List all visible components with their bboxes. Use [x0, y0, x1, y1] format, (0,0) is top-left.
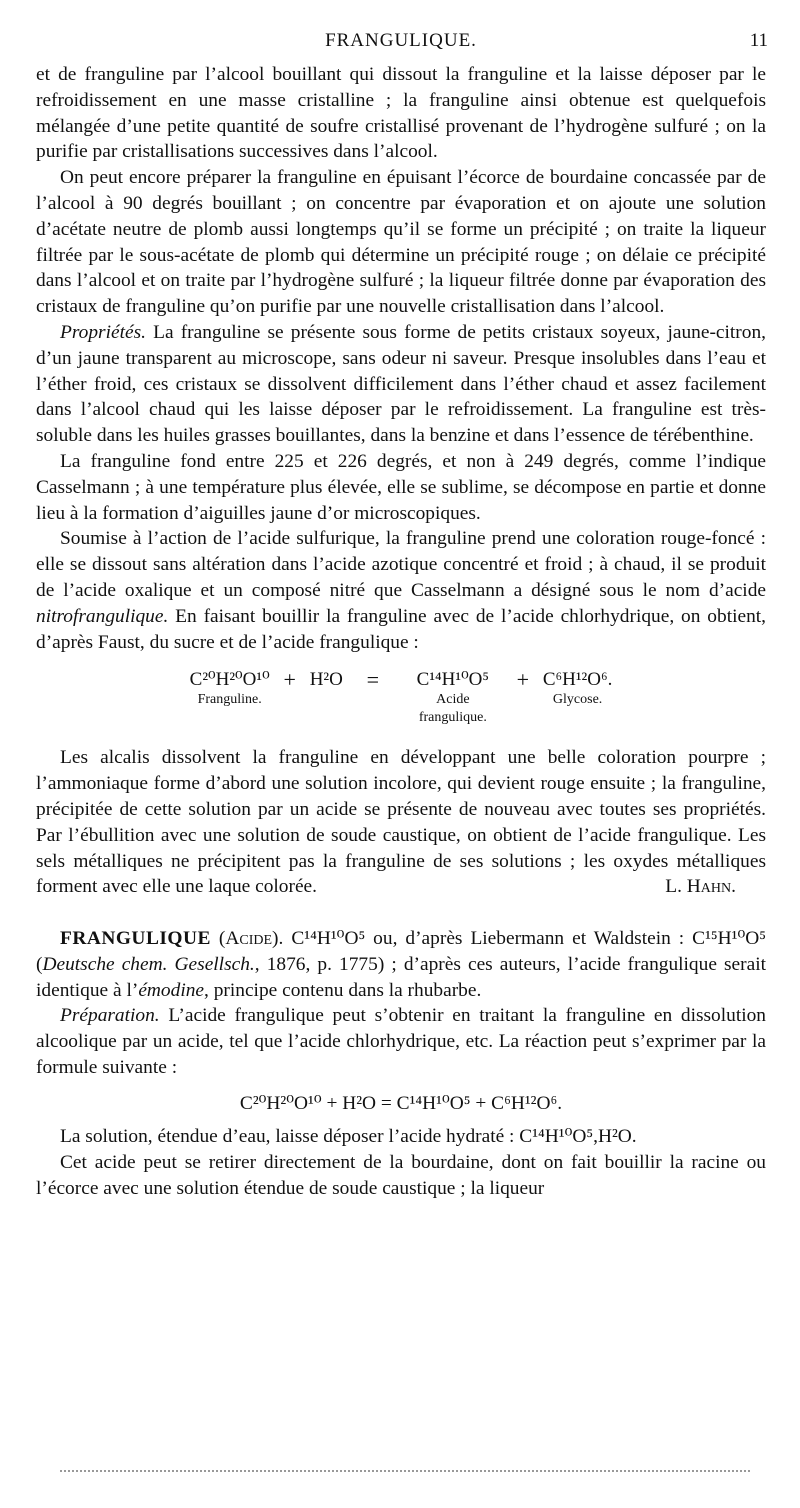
formula-label: Glycose.: [552, 692, 603, 708]
paragraph-9: La solution, étendue d’eau, laisse déposer l’acide hydraté : C¹⁴H¹⁰O⁵,H²O.: [60, 1126, 637, 1148]
paragraph-6: Les alcalis dissolvent la franguline en développant une belle coloration pourpre ; l’ammoniaque forme d’abord une solution incolore, qui devient rouge ensuite ; la franguline, précipitée de cette solution par un acide se présente de nouveau avec toutes ses propriétés. Par l’ébullition avec une solution de soude caustique, on obtient de l’acide frangulique. Les sels métalliques ne précipitent pas la franguline de ses solutions ; les oxydes métalliques forment avec elle une laque colorée.: [36, 747, 766, 898]
entry-headword: FRANGULIQUE: [60, 927, 211, 949]
section-lead-preparation: Préparation.: [60, 1005, 160, 1027]
page-number: 11: [749, 30, 768, 51]
formula-term: C²⁰H²⁰O¹⁰: [189, 669, 270, 691]
entry-text-c: , principe contenu dans la rhubarbe.: [204, 979, 482, 1001]
paragraph-preparation: [36, 1003, 766, 1080]
paragraph-1: et de franguline par l’alcool bouillant qui dissout la franguline et la laisse déposer par le refroidissement en une masse cristalline ; la franguline ainsi obtenue est quelquefois mélangée d’une petite quantité de soufre cristallisé provenant de l’hydrogène sulfuré ; on la purifie par cristallisations successives dans l’alcool.: [36, 64, 766, 163]
section-lead-proprietes: Propriétés.: [60, 321, 146, 343]
author-signature: L. Hahn.: [665, 876, 736, 898]
running-title: FRANGULIQUE.: [325, 30, 477, 51]
entry-emphasis: émodine: [138, 979, 205, 1001]
plus-sign: +: [283, 667, 296, 693]
formula-term: C¹⁴H¹⁰O⁵: [416, 669, 490, 691]
formula-term-glycose: [543, 669, 613, 709]
entry-qualifier: (Acide).: [210, 927, 292, 949]
reaction-equation-1: [36, 669, 766, 727]
footer-rule: [60, 1470, 750, 1474]
paragraph-3: [36, 320, 766, 449]
paragraph-5-text-b: En faisant bouillir la franguline avec de l’acide chlorhydrique, on obtient, d’après Faust, du sucre et de l’acide frangulique :: [36, 605, 766, 653]
body-text: [36, 62, 766, 1202]
entry-text-a: C¹⁴H¹⁰O⁵ ou, d’après Liebermann et Waldstein : C¹⁵H¹⁰O⁵ (: [36, 927, 766, 975]
paragraph-3-text: La franguline se présente sous forme de petits cristaux soyeux, jaune-citron, d’un jaune transparent au microscope, sans odeur ni saveur. Presque insolubles dans l’eau et l’éther froid, ces cristaux se dissolvent difficilement dans l’éther chaud et assez facilement dans l’alcool chaud qui les laisse déposer par le refroidissement. La franguline est très-soluble dans les huiles grasses bouillantes, dans la benzine et dans l’essence de térébenthine.: [36, 321, 766, 447]
paragraph-2: On peut encore préparer la franguline en épuisant l’écorce de bourdaine concassée par de l’alcool à 90 degrés bouillant ; on concentre par évaporation et on ajoute une solution d’acétate neutre de plomb aussi longtemps qu’il se forme un précipité ; on traite la liqueur filtrée par le sous-acétate de plomb qui détermine un précipité rouge ; on délaie ce précipité dans l’alcool et on traite par l’hydrogène sulfuré ; la liqueur filtrée donne par évaporation des cristaux de franguline qu’on purifie par une nouvelle cristallisation dans l’alcool.: [36, 167, 766, 318]
paragraph-4: La franguline fond entre 225 et 226 degrés, et non à 249 degrés, comme l’indique Casselmann ; à une température plus élevée, elle se sublime, se décompose en partie et donne lieu à la formation d’aiguilles jaune d’or microscopiques.: [36, 450, 766, 524]
paragraph-5-text-a: Soumise à l’action de l’acide sulfurique, la franguline prend une coloration rouge-foncé : elle se dissout sans altération dans l’acide azotique concentré et froid ; à chaud, il se produit de l’acide oxalique et un composé nitré que Casselmann a désigné sous le nom d’acide: [36, 528, 766, 601]
paragraph-10: Cet acide peut se retirer directement de la bourdaine, dont on fait bouillir la racine ou l’écorce avec une solution étendue de soude caustique ; la liqueur: [36, 1152, 766, 1200]
formula-label: Acide frangulique.: [418, 692, 487, 726]
entry-text-b: , 1876, p. 1775) ; d’après ces auteurs, l’acide frangulique serait identique à l’: [36, 953, 767, 1001]
plus-sign: +: [516, 667, 530, 693]
document-page: [36, 30, 766, 1202]
formula-term: H²O: [309, 669, 343, 691]
paragraph-preparation-text: L’acide frangulique peut s’obtenir en traitant la franguline en dissolution alcoolique par un acide, tel que l’acide chlorhydrique, etc. La réaction peut s’exprimer par la formule suivante :: [36, 1005, 766, 1078]
page-header: [36, 30, 766, 54]
equals-sign: =: [366, 667, 380, 693]
entry-frangulique-acide: [36, 926, 766, 1003]
formula-term-water: [310, 669, 343, 691]
reaction-equation-2: C²⁰H²⁰O¹⁰ + H²O = C¹⁴H¹⁰O⁵ + C⁶H¹²O⁶.: [239, 1092, 563, 1114]
formula-term: C⁶H¹²O⁶.: [542, 669, 613, 691]
formula-term-franguline: [190, 669, 270, 709]
paragraph-5: [36, 526, 766, 655]
formula-term-acid: [403, 669, 503, 727]
paragraph-5-emphasis: nitrofrangulique.: [36, 605, 169, 627]
entry-citation: Deutsche chem. Gesellsch.: [42, 953, 255, 975]
formula-label: Franguline.: [197, 692, 262, 708]
